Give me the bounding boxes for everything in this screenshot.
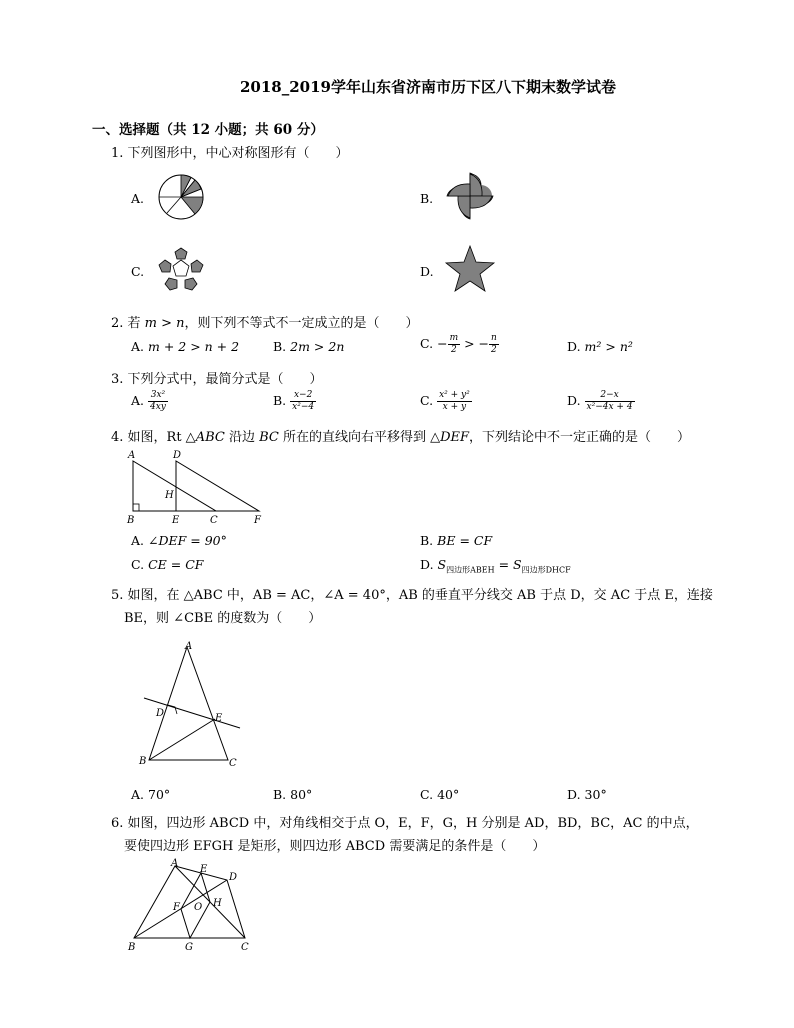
q5-b-text: 80° <box>290 787 313 802</box>
q5-label-a: A <box>185 641 193 652</box>
q4-d-label: D. <box>420 557 434 572</box>
q5-option-b <box>273 787 312 802</box>
q4-b-text: BE = CF <box>437 533 493 548</box>
q1-option-c-label: C. <box>131 264 145 279</box>
q6-label-b: B <box>128 942 136 953</box>
q4-a-text: ∠DEF = 90° <box>148 533 227 548</box>
q4-label-a: A <box>128 450 136 461</box>
q1-option-a-label: A. <box>131 191 145 206</box>
q3-option-d <box>567 390 635 413</box>
q4-stem-4: BC <box>259 430 279 445</box>
q2-c-frac1 <box>448 333 461 356</box>
q3-a-frac <box>148 390 168 413</box>
q4-d-eq: = S <box>494 557 522 572</box>
q3-b-frac <box>290 390 316 413</box>
q4-stem-3: 沿边 <box>224 430 260 445</box>
q3-option-c <box>420 390 472 413</box>
q4-option-d <box>420 557 571 576</box>
q6-label-h: H <box>213 898 222 909</box>
q6-label-e: E <box>200 864 208 875</box>
q3-b-label: B. <box>273 393 287 408</box>
q3-a-den: 4xy <box>150 402 166 412</box>
q5-c-text: 40° <box>437 787 460 802</box>
q2-option-c <box>420 333 499 356</box>
q4-b-label: B. <box>420 533 434 548</box>
q5-label-c: C <box>229 758 237 769</box>
q1-star-figure <box>445 245 495 293</box>
q4-c-label: C. <box>131 557 145 572</box>
q4-label-c: C <box>210 515 218 526</box>
q5-label-b: B <box>139 756 147 767</box>
q5-a-text: 70° <box>148 787 171 802</box>
q5-d-text: 30° <box>584 787 607 802</box>
q3-c-frac <box>437 390 472 413</box>
q3-d-den: x²−4x + 4 <box>586 402 633 412</box>
q6-line2: 要使四边形 EFGH 是矩形，则四边形 ABCD 需要满足的条件是（ ） <box>124 839 546 854</box>
q4-a-label: A. <box>131 533 145 548</box>
q2-b-text: 2m > 2n <box>290 339 345 354</box>
q6-label-f: F <box>173 902 180 913</box>
q4-stem-2: ABC <box>195 430 225 445</box>
q4-stem-6: DEF <box>440 430 470 445</box>
q5-triangle-figure <box>136 640 246 770</box>
q3-d-label: D. <box>567 393 581 408</box>
q1-pentagons-figure <box>157 246 205 292</box>
q4-d-sub2: 四边形DHCF <box>521 565 571 575</box>
q4-label-d: D <box>173 450 182 461</box>
q2-d-text: m² > n² <box>584 339 633 354</box>
q5-line2: BE，则 ∠CBE 的度数为（ ） <box>124 611 322 626</box>
q4-label-f: F <box>254 515 261 526</box>
q4-label-b: B <box>127 515 135 526</box>
q1-stem: 1. 下列图形中，中心对称图形有（ ） <box>111 146 349 161</box>
exam-title: 2018_2019学年山东省济南市历下区八下期末数学试卷 <box>240 78 616 96</box>
q3-stem: 3. 下列分式中，最简分式是（ ） <box>111 372 323 387</box>
q2-c-den1: 2 <box>450 345 457 355</box>
q2-d-label: D. <box>567 339 581 354</box>
q4-option-b <box>420 533 492 548</box>
q5-c-label: C. <box>420 787 434 802</box>
q4-stem <box>111 426 690 445</box>
q4-d-s1: S <box>437 557 447 572</box>
q6-line1: 6. 如图，四边形 ABCD 中，对角线相交于点 O，E，F，G，H 分别是 AD，BD，BC，AC 的中点， <box>111 816 699 831</box>
q2-stem-math: m > n <box>144 316 185 331</box>
q4-stem-7: ，下列结论中不一定正确的是（ ） <box>469 430 691 445</box>
q2-c-minus1: − <box>437 336 448 351</box>
q4-label-e: E <box>172 515 180 526</box>
q3-c-num: x² + y² <box>439 390 470 400</box>
section-heading: 一、选择题（共 12 小题；共 60 分） <box>92 122 324 138</box>
q5-b-label: B. <box>273 787 287 802</box>
q4-d-sub1: 四边形ABEH <box>446 565 495 575</box>
q3-b-den: x²−4 <box>292 402 315 412</box>
q2-c-num1: m <box>449 333 459 343</box>
q2-a-text: m + 2 > n + 2 <box>148 339 240 354</box>
q4-stem-5: 所在的直线向右平移得到 △ <box>278 430 441 445</box>
q5-label-d: D <box>156 708 165 719</box>
q3-d-num: 2−x <box>585 390 635 402</box>
q5-a-label: A. <box>131 787 145 802</box>
q5-label-e: E <box>215 713 223 724</box>
q3-c-label: C. <box>420 393 434 408</box>
q3-c-den: x + y <box>442 402 467 412</box>
q5-option-c <box>420 787 459 802</box>
q4-option-a <box>131 533 227 548</box>
q3-option-a <box>131 390 168 413</box>
q3-a-num: 3x² <box>148 390 168 402</box>
q2-option-d <box>567 339 633 354</box>
q4-stem-1: 4. 如图，Rt △ <box>111 430 196 445</box>
q5-line1: 5. 如图，在 △ABC 中，AB = AC，∠A = 40°，AB 的垂直平分线交 AB 于点 D，交 AC 于点 E，连接 <box>111 588 713 603</box>
q6-label-g: G <box>185 942 193 953</box>
q6-label-a: A <box>171 858 179 869</box>
q1-pie-figure <box>157 173 205 221</box>
q6-label-o: O <box>194 902 203 913</box>
q2-stem-pre: 2. 若 <box>111 316 145 331</box>
q2-stem-post: ，则下列不等式不一定成立的是（ ） <box>184 316 419 331</box>
q1-option-d-label: D. <box>420 264 434 279</box>
q5-d-label: D. <box>567 787 581 802</box>
q4-translation-figure <box>124 448 264 528</box>
q3-d-frac <box>585 390 635 413</box>
q2-option-a <box>131 339 239 354</box>
q1-pinwheel-figure <box>445 171 495 221</box>
q5-option-d <box>567 787 607 802</box>
q2-b-label: B. <box>273 339 287 354</box>
q3-option-b <box>273 390 316 413</box>
q2-a-label: A. <box>131 339 145 354</box>
q2-stem <box>111 312 419 331</box>
q4-option-c <box>131 557 203 572</box>
q2-c-frac2 <box>489 333 499 356</box>
q6-quadrilateral-figure <box>124 855 264 955</box>
q6-label-d: D <box>229 872 238 883</box>
q3-b-num: x−2 <box>290 390 316 402</box>
q6-label-c: C <box>241 942 249 953</box>
q5-option-a <box>131 787 170 802</box>
q2-c-num2: n <box>491 333 497 343</box>
q4-label-h: H <box>165 490 174 501</box>
q2-option-b <box>273 339 344 354</box>
q2-c-den2: 2 <box>491 345 497 355</box>
q4-c-text: CE = CF <box>148 557 204 572</box>
q2-c-label: C. <box>420 336 434 351</box>
q1-option-b-label: B. <box>420 191 434 206</box>
q2-c-mid: > − <box>460 336 490 351</box>
q3-a-label: A. <box>131 393 145 408</box>
